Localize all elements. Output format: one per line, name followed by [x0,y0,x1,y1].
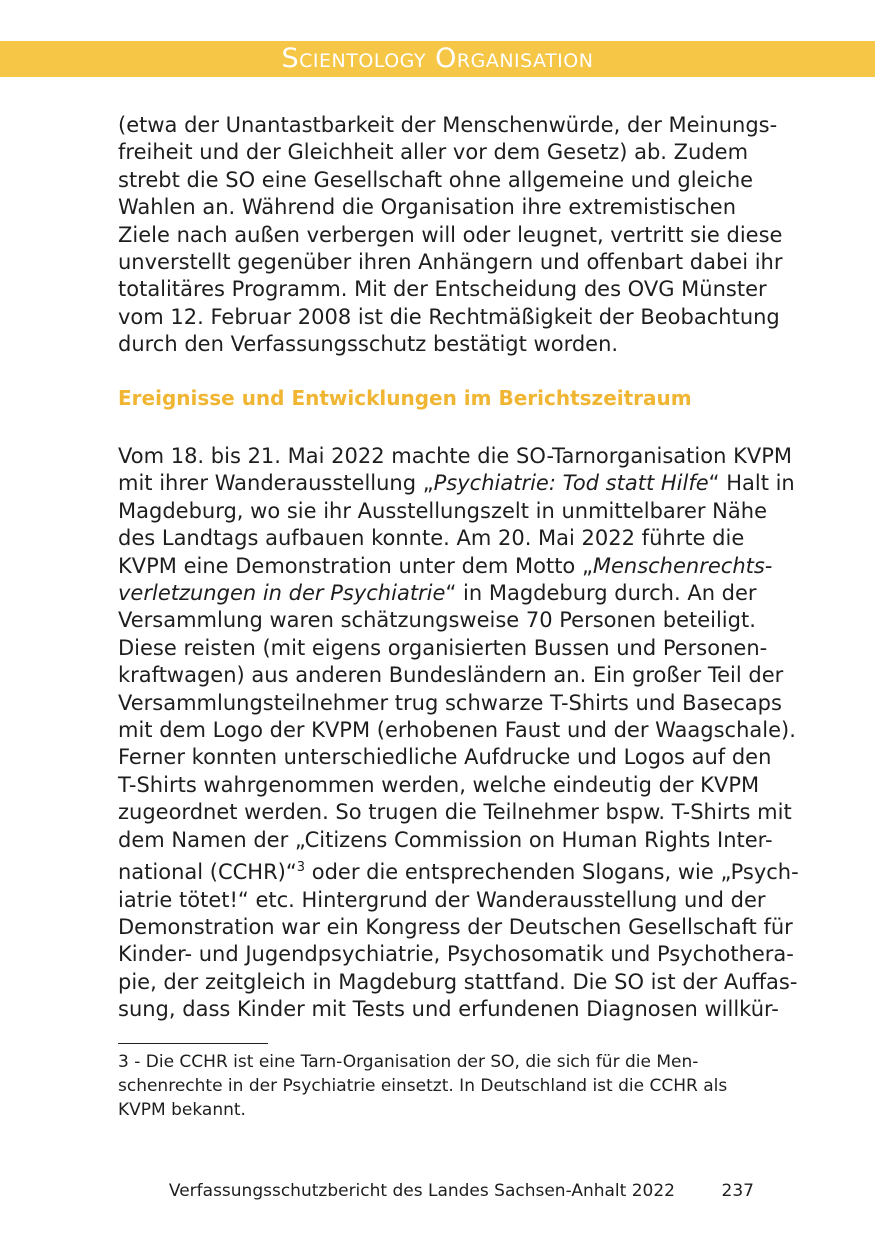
text-line: sung, dass Kinder mit Tests und erfundenen Diagnosen willkür- [118,997,779,1022]
text-line: Ziele nach außen verbergen will oder leugnet, vertritt sie diese [118,222,783,247]
text-line: Diese reisten (mit eigens organisierten Bussen und Personen- [118,635,768,660]
header-banner [0,41,875,77]
text-segment: national (CCHR)“ [118,860,297,885]
text-line: vom 12. Februar 2008 ist die Rechtmäßigkeit der Beobachtung [118,304,780,329]
footnote [118,1050,758,1122]
text-line: (etwa der Unantastbarkeit der Menschenwürde, der Meinungs- [118,113,778,137]
text-line: strebt die SO eine Gesellschaft ohne allgemeine und gleiche [118,167,754,192]
footnote-divider [118,1043,268,1044]
text-line: kraftwagen) aus anderen Bundesländern an. Ein großer Teil der [118,663,784,688]
text-line: Wahlen an. Während die Organisation ihre extremistischen [118,195,737,220]
text-line: unverstellt gegenüber ihren Anhängern und offenbart dabei ihr [118,250,783,275]
text-segment: oder die entsprechenden Slogans, wie „Psych- [305,860,799,885]
text-line: Versammlungsteilnehmer trug schwarze T-Shirts und Basecaps [118,690,782,715]
text-segment: KVPM eine Demonstration unter dem Motto „ [118,553,593,578]
chapter-title: Scientology Organisation [281,43,594,74]
text-segment: “ in Magdeburg durch. An der [445,581,757,606]
body-paragraph [118,443,799,1024]
page-number: 237 [721,1181,754,1201]
text-line: iatrie tötet!“ etc. Hintergrund der Wanderausstellung und der [118,887,766,912]
footnote-line: schenrechte in der Psychiatrie einsetzt. In Deutschland ist die CCHR als [118,1076,728,1096]
text-line [118,854,799,886]
intro-paragraph [118,112,783,359]
text-line: T-Shirts wahrgenommen werden, welche eindeutig der KVPM [118,772,760,797]
text-line: durch den Verfassungsschutz bestätigt worden. [118,332,619,357]
text-line: Versammlung waren schätzungsweise 70 Personen beteiligt. [118,608,756,633]
exhibition-title: Psychiatrie: Tod statt Hilfe [433,471,709,496]
text-segment: “ Halt in [708,471,795,496]
text-line: pie, der zeitgleich in Magdeburg stattfand. Die SO ist der Auffas- [118,969,798,994]
text-line [118,553,773,580]
motto-title-part2: verletzungen in der Psychiatrie [118,581,446,606]
text-line: mit dem Logo der KVPM (erhobenen Faust und der Waagschale). [118,718,796,743]
text-segment: mit ihrer Wanderausstellung „ [118,471,434,496]
text-line: Magdeburg, wo sie ihr Ausstellungszelt in unmittelbarer Nähe [118,498,767,523]
text-line [118,470,795,497]
text-line: totalitäres Programm. Mit der Entscheidung des OVG Münster [118,277,767,302]
footnote-line: KVPM bekannt. [118,1100,246,1120]
text-line [118,580,758,607]
text-line: freiheit und der Gleichheit aller vor dem Gesetz) ab. Zudem [118,140,749,165]
text-line: Kinder- und Jugendpsychiatrie, Psychosomatik und Psychothera- [118,942,794,967]
text-line: dem Namen der „Citizens Commission on Human Rights Inter- [118,827,773,852]
footnote-reference: 3 [296,860,306,876]
intro-text [118,112,783,359]
footnote-line: 3 - Die CCHR ist eine Tarn-Organisation der SO, die sich für die Men- [118,1052,699,1072]
report-title: Verfassungsschutzbericht des Landes Sachsen-Anhalt 2022 [168,1181,675,1201]
text-line: zugeordnet werden. So trugen die Teilnehmer bspw. T-Shirts mit [118,800,792,825]
motto-title-part1: Menschenrechts- [592,553,773,578]
text-line: Demonstration war ein Kongress der Deutschen Gesellschaft für [118,914,793,939]
section-heading: Ereignisse und Entwicklungen im Berichtszeitraum [118,386,692,410]
text-line: Ferner konnten unterschiedliche Aufdrucke und Logos auf den [118,745,772,770]
text-line: des Landtags aufbauen konnte. Am 20. Mai 2022 führte die [118,526,745,551]
page-footer [0,1181,875,1205]
text-line: Vom 18. bis 21. Mai 2022 machte die SO-Tarnorganisation KVPM [118,444,792,468]
